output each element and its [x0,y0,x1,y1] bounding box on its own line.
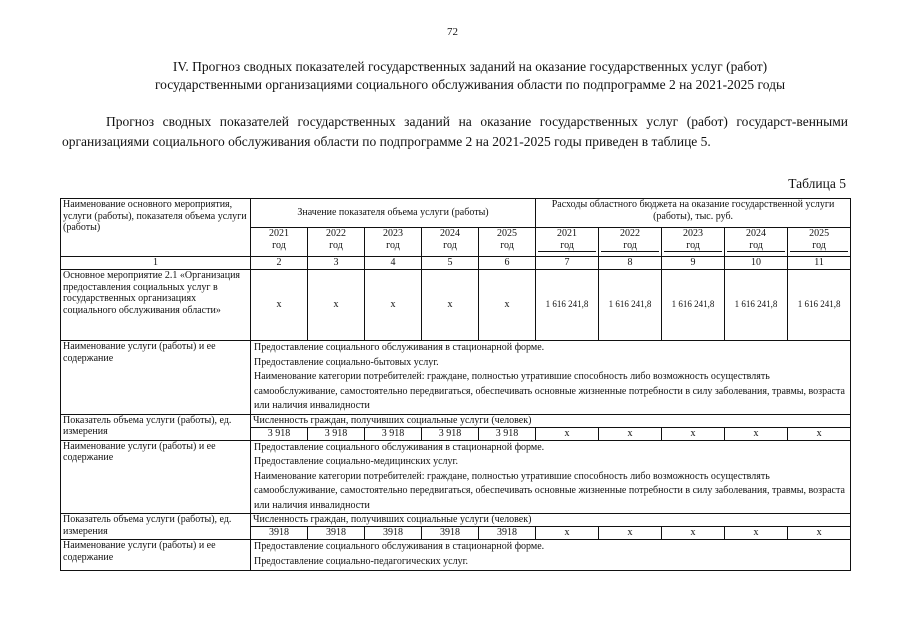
column-number-1: 1 [61,257,251,270]
indicator-label: Показатель объема услуги (работы), ед. измерения [61,414,251,440]
service-description-line: Предоставление социального обслуживания в стационарной форме. [254,541,545,552]
table-caption: Таблица 5 [788,176,846,191]
header-year-0 [251,228,308,257]
indicator-label: Показатель объема услуги (работы), ед. измерения [61,514,251,540]
header-year-suffix: год [790,240,848,253]
header-year-value: 2024 [746,228,767,239]
header-year-suffix: год [500,239,514,251]
section-heading-line-2: государственными организациями социального обслуживания области по подпрограмме 2 на 2021-2025 годы [154,77,786,92]
indicator-value-8: x [725,527,788,540]
header-year-suffix: год [386,239,400,251]
main-event-value-1: x [308,270,365,341]
column-number-11: 11 [788,257,851,270]
indicator-value-9: x [788,527,851,540]
indicator-value-6: x [599,427,662,440]
indicator-text: Численность граждан, получивших социальные услуги (человек) [251,514,851,527]
service-name-label: Наименование услуги (работы) и ее содержание [61,341,251,415]
header-year-value: 2025 [809,228,830,239]
column-number-8: 8 [599,257,662,270]
indicator-value-7: x [662,427,725,440]
column-number-6: 6 [479,257,536,270]
indicator-value-0: 3918 [251,527,308,540]
service-description [251,341,851,415]
indicator-value-3: 3918 [422,527,479,540]
service-description-line: Предоставление социального обслуживания в стационарной форме. [254,441,545,453]
column-number-2: 2 [251,257,308,270]
service-description-line: Предоставление социально-медицинских услуг. [254,456,458,467]
header-year-value: 2022 [620,228,641,239]
indicator-value-7: x [662,527,725,540]
main-event-row [61,270,851,341]
service-description-line: Предоставление социального обслуживания в стационарной форме. [254,342,545,353]
main-event-value-6: 1 616 241,8 [599,270,662,341]
header-year-8 [725,228,788,257]
indicator-value-3: 3 918 [422,427,479,440]
section-heading [90,58,850,94]
indicator-value-4: 3918 [479,527,536,540]
service-description-row [61,341,851,415]
service-description-row [61,440,851,514]
indicator-value-9: x [788,427,851,440]
header-year-value: 2024 [440,228,460,239]
header-year-value: 2023 [383,228,403,239]
header-year-value: 2023 [683,228,704,239]
header-year-9 [788,228,851,257]
service-name-label: Наименование услуги (работы) и ее содержание [61,540,251,571]
service-description [251,540,851,571]
service-description-line: Предоставление социально-бытовых услуг. [254,356,439,368]
forecast-table [60,198,851,571]
header-year-value: 2025 [497,228,518,239]
section-heading-line-1: IV. Прогноз сводных показателей государственных заданий на оказание государственных услуг (работ) [172,59,768,74]
column-number-3: 3 [308,257,365,270]
header-year-7 [662,228,725,257]
indicator-title-row [61,414,851,427]
page-number: 72 [447,26,458,38]
service-description-line: Предоставление социально-педагогических услуг. [254,555,469,567]
header-year-5 [536,228,599,257]
main-event-value-0: x [251,270,308,341]
service-description-line: Наименование категории потребителей: граждане, полностью утратившие способность либо возможность осуществлять самообслуживание, самостоятельно передвигаться, обеспечивать основные жизненные потребности в силу заболевания, травмы, возраста или наличия инвалидности [254,470,845,511]
column-number-10: 10 [725,257,788,270]
header-year-6 [599,228,662,257]
service-name-label: Наименование услуги (работы) и ее содержание [61,440,251,514]
header-year-suffix: год [601,240,659,253]
header-year-4 [479,228,536,257]
header-year-2 [365,228,422,257]
service-description-line: Наименование категории потребителей: граждане, полностью утратившие способность либо возможность осуществлять самообслуживание, самостоятельно передвигаться, обеспечивать основные жизненные потребности в силу заболевания, травмы, возраста или наличия инвалидности [254,371,845,411]
header-year-suffix: год [538,240,596,253]
header-row-numbers [61,257,851,270]
main-event-value-8: 1 616 241,8 [725,270,788,341]
service-description-row [61,540,851,571]
indicator-value-1: 3918 [308,527,365,540]
header-year-value: 2021 [269,228,289,239]
indicator-value-2: 3918 [365,527,422,540]
header-year-suffix: год [272,239,286,251]
main-event-value-5: 1 616 241,8 [536,270,599,341]
header-year-suffix: год [664,240,722,253]
header-year-value: 2021 [557,228,578,239]
main-event-value-9: 1 616 241,8 [788,270,851,341]
indicator-value-5: x [536,427,599,440]
main-event-value-2: x [365,270,422,341]
indicator-value-2: 3 918 [365,427,422,440]
forecast-table-body [61,199,851,571]
indicator-text: Численность граждан, получивших социальные услуги (человек) [251,414,851,427]
header-year-suffix: год [727,240,785,253]
header-group-volume: Значение показателя объема услуги (работы) [251,199,536,228]
main-event-value-4: x [479,270,536,341]
column-number-9: 9 [662,257,725,270]
header-year-suffix: год [443,239,457,251]
column-number-4: 4 [365,257,422,270]
intro-paragraph: Прогноз сводных показателей государственных заданий на оказание государственных услуг (работ) государст-венными организациями социального обслуживания области по подпрограмме 2 на 2021-2025 годы приведен в таблице 5. [62,114,848,149]
main-event-value-7: 1 616 241,8 [662,270,725,341]
indicator-title-row [61,514,851,527]
indicator-value-1: 3 918 [308,427,365,440]
column-number-7: 7 [536,257,599,270]
header-year-value: 2022 [326,228,346,239]
main-event-value-3: x [422,270,479,341]
indicator-value-4: 3 918 [479,427,536,440]
column-number-5: 5 [422,257,479,270]
forecast-table-container [60,198,850,571]
indicator-value-5: x [536,527,599,540]
header-year-3 [422,228,479,257]
header-group-budget: Расходы областного бюджета на оказание государственной услуги (работы), тыс. руб. [536,199,851,228]
header-year-1 [308,228,365,257]
main-event-label: Основное мероприятие 2.1 «Организация предоставления социальных услуг в государственных организациях социального обслуживания области» [61,270,251,341]
header-year-suffix: год [329,239,343,251]
header-col-name: Наименование основного мероприятия, услуги (работы), показателя объема услуги (работы) [61,199,251,257]
indicator-value-0: 3 918 [251,427,308,440]
header-row-groups [61,199,851,228]
indicator-value-8: x [725,427,788,440]
service-description [251,440,851,514]
indicator-value-6: x [599,527,662,540]
